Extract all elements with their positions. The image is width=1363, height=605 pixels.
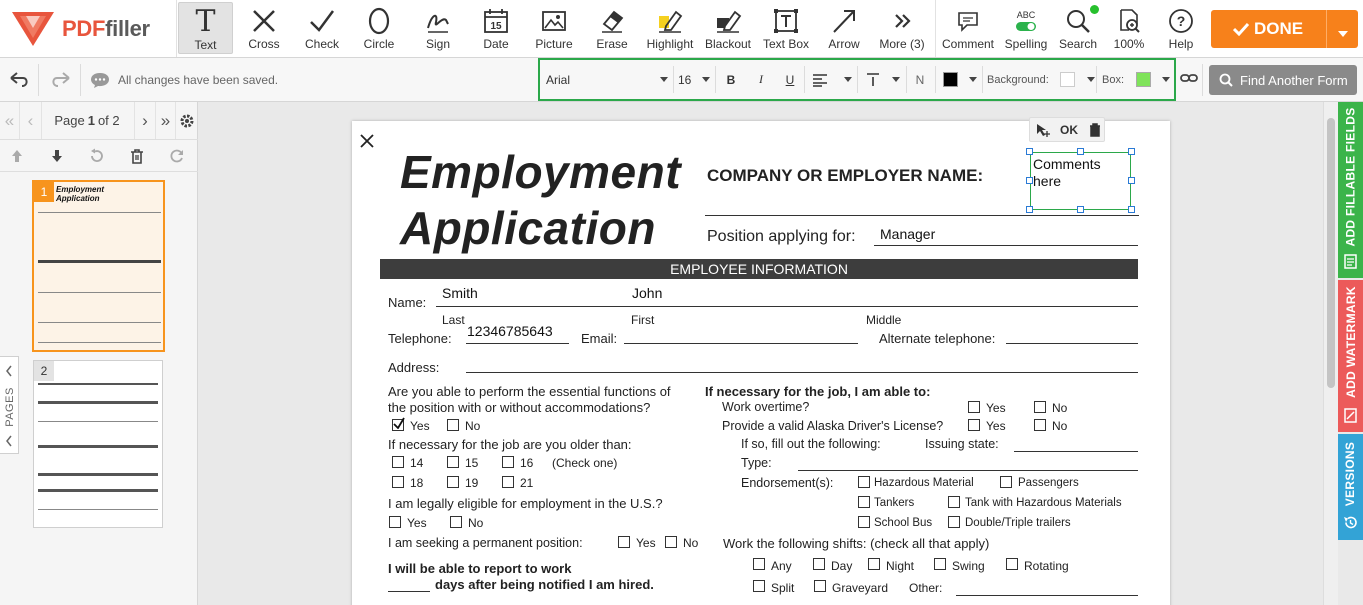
format-divider xyxy=(935,66,936,93)
background-color-swatch xyxy=(1060,72,1075,87)
help-tool-button[interactable]: ? Help xyxy=(1158,2,1204,54)
watermark-icon xyxy=(1343,408,1358,423)
page-thumbnail-1[interactable] xyxy=(32,180,165,352)
highlight-icon xyxy=(643,6,697,36)
sign-tool-button[interactable]: Sign xyxy=(412,2,464,54)
shifts-question: Work the following shifts: (check all that apply) xyxy=(723,536,990,551)
sign-icon xyxy=(412,6,464,36)
save-status xyxy=(90,70,278,90)
thumb-line xyxy=(38,260,161,263)
endorsements-label: Endorsement(s): xyxy=(741,476,834,490)
text-format-bar xyxy=(538,58,1176,101)
chat-bubble-icon xyxy=(90,72,110,89)
yes-label: Yes xyxy=(986,401,1006,415)
text-tool-button[interactable]: T Text xyxy=(178,2,233,54)
address-label: Address: xyxy=(388,360,440,375)
endorsement-label: Hazardous Material xyxy=(874,477,974,489)
zoom-icon xyxy=(1106,6,1152,36)
cross-tool-button[interactable]: Cross xyxy=(238,2,290,54)
move-page-up-icon[interactable] xyxy=(8,147,26,165)
age-19-checkbox[interactable] xyxy=(447,476,459,488)
thumb-line xyxy=(38,342,161,343)
alt-telephone-label: Alternate telephone: xyxy=(879,331,996,346)
thumb-line xyxy=(38,421,158,422)
comment-box-toolbar xyxy=(1029,117,1105,142)
picture-tool-button[interactable]: Picture xyxy=(527,2,581,54)
report-line-2: days after being notified I am hired. xyxy=(435,577,654,592)
shift-label: Graveyard xyxy=(832,581,889,595)
company-label: COMPANY OR EMPLOYER NAME: xyxy=(707,166,984,185)
yes-label: Yes xyxy=(986,419,1006,433)
overtime-yes-checkbox[interactable] xyxy=(968,401,980,413)
erase-icon xyxy=(586,6,638,36)
age-14-checkbox[interactable] xyxy=(392,456,404,468)
permanent-question: I am seeking a permanent position: xyxy=(388,536,583,550)
type-line[interactable] xyxy=(798,470,1138,471)
date-tool-button[interactable]: 15 Date xyxy=(470,2,522,54)
name-label: Name: xyxy=(388,295,427,310)
more-tools-button[interactable]: More (3) xyxy=(876,2,928,54)
next-page-button[interactable]: › xyxy=(134,102,156,139)
move-page-down-icon[interactable] xyxy=(48,147,66,165)
no-label: No xyxy=(465,419,481,433)
other-line[interactable] xyxy=(956,595,1138,596)
delete-trash-icon[interactable] xyxy=(1089,123,1101,137)
address-line xyxy=(466,372,1138,373)
find-another-form-button[interactable]: Find Another Form xyxy=(1209,65,1357,95)
top-toolbar xyxy=(0,0,1363,58)
license-no-checkbox[interactable] xyxy=(1034,419,1046,431)
first-page-button[interactable]: « xyxy=(0,102,20,139)
redo-icon[interactable] xyxy=(50,70,72,90)
thumb-line xyxy=(38,509,158,510)
bold-button[interactable]: B xyxy=(726,72,736,87)
text-color-swatch xyxy=(943,72,958,87)
svg-text:15: 15 xyxy=(490,21,502,32)
shift-graveyard-checkbox[interactable] xyxy=(814,580,826,592)
chevron-down-icon xyxy=(660,77,668,82)
permanent-no-checkbox[interactable] xyxy=(665,536,677,548)
link-icon[interactable] xyxy=(1180,71,1198,90)
document-page xyxy=(352,121,1170,605)
italic-button[interactable]: I xyxy=(759,72,763,86)
versions-tab[interactable] xyxy=(1338,434,1363,540)
comment-text[interactable]: Comments here xyxy=(1033,156,1101,189)
shift-label: Split xyxy=(771,581,795,595)
svg-text:?: ? xyxy=(1176,13,1186,29)
format-toolbar xyxy=(0,58,1363,102)
age-15-label: 15 xyxy=(465,456,479,470)
shift-rotating-checkbox[interactable] xyxy=(1006,558,1018,570)
endorsement-label: Double/Triple trailers xyxy=(965,517,1071,529)
format-divider xyxy=(804,66,805,93)
erase-tool-button[interactable]: Erase xyxy=(586,2,638,54)
tab-label-wrap xyxy=(1338,280,1363,404)
help-icon xyxy=(1158,6,1204,36)
line-spacing-button[interactable]: N xyxy=(915,72,925,87)
first-name-field[interactable]: John xyxy=(632,285,663,301)
shift-night-checkbox[interactable] xyxy=(868,558,880,570)
format-divider xyxy=(906,66,907,93)
save-status-text: All changes have been saved. xyxy=(118,73,279,87)
other-label: Other: xyxy=(909,581,943,595)
undo-icon[interactable] xyxy=(8,70,30,90)
page-indicator: Page 1 of 2 xyxy=(54,113,120,128)
tank-hazardous-checkbox[interactable] xyxy=(948,496,960,508)
cross-icon xyxy=(238,6,290,36)
comment-ok-button[interactable]: OK xyxy=(1060,123,1078,137)
delete-page-icon[interactable] xyxy=(128,147,146,165)
document-scrollbar[interactable] xyxy=(1323,102,1338,605)
toolbar-divider xyxy=(1202,64,1203,96)
no-label: No xyxy=(1052,401,1068,415)
if-so-label: If so, fill out the following: xyxy=(741,437,881,451)
format-divider xyxy=(982,66,983,93)
thumb-line xyxy=(38,322,161,323)
shift-day-checkbox[interactable] xyxy=(813,558,825,570)
thumbnail-number: 2 xyxy=(34,361,54,381)
shift-label: Day xyxy=(831,559,853,573)
position-line xyxy=(874,245,1138,246)
circle-icon xyxy=(352,6,406,36)
pages-panel xyxy=(0,102,198,605)
age-18-checkbox[interactable] xyxy=(392,476,404,488)
page-thumbnail-2[interactable] xyxy=(33,360,163,528)
text-icon: T xyxy=(195,4,216,39)
no-label: No xyxy=(1052,419,1068,433)
endorsement-label: Passengers xyxy=(1018,477,1079,489)
shift-label: Any xyxy=(771,559,792,573)
zoom-tool-button[interactable]: 100% xyxy=(1106,2,1152,54)
thumb-line xyxy=(38,383,158,385)
box-color-swatch xyxy=(1136,72,1151,87)
done-button[interactable] xyxy=(1211,10,1358,48)
shift-label: Swing xyxy=(952,559,985,573)
thumb-line xyxy=(38,489,158,492)
pdffiller-logo[interactable] xyxy=(12,10,172,48)
yes-label: Yes xyxy=(636,536,656,550)
format-divider xyxy=(673,66,674,93)
tab-label-wrap xyxy=(1338,434,1363,514)
pages-tab[interactable] xyxy=(0,356,19,454)
position-label: Position applying for: xyxy=(707,228,856,245)
spelling-tool-button[interactable]: ABC Spelling xyxy=(999,2,1053,54)
format-divider xyxy=(857,66,858,93)
age-18-label: 18 xyxy=(410,476,424,490)
double-triple-checkbox[interactable] xyxy=(948,516,960,528)
thumb-line xyxy=(38,212,161,213)
done-divider xyxy=(1326,10,1327,48)
pages-tab-label: PAGES xyxy=(3,387,16,427)
eligible-no-checkbox[interactable] xyxy=(450,516,462,528)
arrow-tool-button[interactable]: Arrow xyxy=(818,2,870,54)
telephone-label: Telephone: xyxy=(388,331,452,346)
selection-handles xyxy=(1026,148,1136,214)
arrow-icon xyxy=(818,6,870,36)
able-header: If necessary for the job, I am able to: xyxy=(705,384,931,399)
last-label: Last xyxy=(442,313,465,327)
endorsement-label: Tank with Hazardous Materials xyxy=(965,497,1122,509)
permanent-yes-checkbox[interactable] xyxy=(618,536,630,548)
format-divider xyxy=(1096,66,1097,93)
overtime-question: Work overtime? xyxy=(722,400,810,414)
telephone-line xyxy=(466,343,569,344)
done-dropdown-icon[interactable] xyxy=(1337,25,1349,43)
tab-label-wrap xyxy=(1338,102,1363,252)
format-divider xyxy=(715,66,716,93)
thumb-line xyxy=(38,401,158,404)
shift-label: Rotating xyxy=(1024,559,1069,573)
chevron-down-icon xyxy=(844,77,852,82)
passengers-checkbox[interactable] xyxy=(1000,476,1012,488)
chevron-down-icon xyxy=(892,77,900,82)
chevron-down-icon xyxy=(1087,77,1095,82)
logo-text: PDFfiller xyxy=(62,16,150,41)
chevron-down-icon xyxy=(969,77,977,82)
thumbnail-title: Employment Application xyxy=(56,185,105,203)
yes-label: Yes xyxy=(407,516,427,530)
background-color-select[interactable]: Background: xyxy=(987,65,1095,94)
school-bus-checkbox[interactable] xyxy=(858,516,870,528)
comment-tool-button[interactable]: Comment xyxy=(940,2,996,54)
picture-icon xyxy=(527,6,581,36)
issuing-state-line[interactable] xyxy=(1014,451,1138,452)
svg-text:ABC: ABC xyxy=(1016,10,1036,20)
chevron-down-icon xyxy=(1162,77,1170,82)
chevron-down-icon xyxy=(702,77,710,82)
shift-split-checkbox[interactable] xyxy=(753,580,765,592)
chevron-left-icon xyxy=(5,365,13,377)
rotate-page-icon[interactable] xyxy=(88,147,106,165)
scrollbar-thumb[interactable] xyxy=(1327,118,1335,388)
endorsement-label: School Bus xyxy=(874,517,933,529)
endorsement-label: Tankers xyxy=(874,497,915,509)
refresh-page-icon[interactable] xyxy=(168,147,186,165)
shift-any-checkbox[interactable] xyxy=(753,558,765,570)
name-line xyxy=(436,306,1138,307)
check-tool-button[interactable]: Check xyxy=(296,2,348,54)
textbox-icon xyxy=(760,6,812,36)
age-21-label: 21 xyxy=(520,476,534,490)
more-icon xyxy=(876,6,928,36)
license-question: Provide a valid Alaska Driver's License? xyxy=(722,419,944,433)
essential-question-1: Are you able to perform the essential functions of xyxy=(388,384,671,399)
telephone-field[interactable]: 12346785643 xyxy=(467,323,553,339)
toolbar-divider xyxy=(38,64,39,96)
shift-swing-checkbox[interactable] xyxy=(934,558,946,570)
toolbar-divider xyxy=(935,0,936,57)
issuing-state-label: Issuing state: xyxy=(925,437,999,451)
eligible-yes-checkbox[interactable] xyxy=(389,516,401,528)
tab-label: ADD FILLABLE FIELDS xyxy=(1343,107,1358,247)
thumb-line xyxy=(38,473,158,476)
check-one-label: (Check one) xyxy=(552,456,618,470)
alt-telephone-line xyxy=(1006,343,1138,344)
add-watermark-tab[interactable] xyxy=(1338,280,1363,432)
font-size-select[interactable]: 16 xyxy=(678,65,710,94)
checkmark-icon xyxy=(1233,22,1249,36)
overtime-no-checkbox[interactable] xyxy=(1034,401,1046,413)
age-19-label: 19 xyxy=(465,476,479,490)
search-tool-button[interactable]: Search xyxy=(1056,2,1100,54)
text-align-select[interactable] xyxy=(812,65,852,94)
check-icon xyxy=(393,417,405,429)
tankers-checkbox[interactable] xyxy=(858,496,870,508)
close-icon[interactable] xyxy=(360,134,374,148)
email-line xyxy=(624,343,858,344)
form-title-line1: Employment xyxy=(400,146,682,198)
search-status-dot xyxy=(1090,5,1099,14)
position-field[interactable]: Manager xyxy=(880,226,936,242)
toolbar-divider xyxy=(176,0,177,57)
vertical-align-select[interactable] xyxy=(866,65,900,94)
company-line xyxy=(705,215,1139,216)
check-icon xyxy=(296,6,348,36)
history-icon xyxy=(1343,515,1358,530)
chevron-left-icon xyxy=(5,435,13,447)
page-navigator xyxy=(0,102,198,140)
middle-label: Middle xyxy=(866,313,902,327)
underline-button[interactable]: U xyxy=(785,72,795,87)
report-line-1: I will be able to report to work xyxy=(388,561,572,576)
age-14-label: 14 xyxy=(410,456,424,470)
essential-no-checkbox[interactable] xyxy=(447,419,459,431)
type-label: Type: xyxy=(741,456,772,470)
age-16-label: 16 xyxy=(520,456,534,470)
hazardous-material-checkbox[interactable] xyxy=(858,476,870,488)
highlight-tool-button[interactable]: Highlight xyxy=(643,2,697,54)
settings-gear-icon[interactable] xyxy=(176,102,198,139)
no-label: No xyxy=(683,536,699,550)
textbox-tool-button[interactable]: Text Box xyxy=(760,2,812,54)
previous-page-button[interactable]: ‹ xyxy=(20,102,42,139)
license-yes-checkbox[interactable] xyxy=(968,419,980,431)
add-fillable-fields-tab[interactable] xyxy=(1338,102,1363,278)
form-title-line2: Application xyxy=(400,202,656,254)
done-label: DONE xyxy=(1254,19,1304,38)
eligible-question: I am legally eligible for employment in the U.S.? xyxy=(388,496,663,511)
shift-label: Night xyxy=(886,559,915,573)
report-days-line[interactable] xyxy=(388,591,430,592)
thumbnail-number: 1 xyxy=(34,182,54,202)
comment-icon xyxy=(940,6,996,36)
thumb-line xyxy=(38,292,161,293)
age-15-checkbox[interactable] xyxy=(447,456,459,468)
older-question: If necessary for the job are you older than: xyxy=(388,437,632,452)
circle-tool-button[interactable]: Circle xyxy=(352,2,406,54)
last-name-field[interactable]: Smith xyxy=(442,285,478,301)
first-label: First xyxy=(631,313,655,327)
section-header: EMPLOYEE INFORMATION xyxy=(380,259,1138,279)
blackout-icon xyxy=(701,6,755,36)
box-color-select[interactable]: Box: xyxy=(1102,65,1170,94)
toolbar-divider xyxy=(80,64,81,96)
last-page-button[interactable]: » xyxy=(156,102,176,139)
align-top-icon xyxy=(866,73,880,87)
date-icon xyxy=(470,6,522,36)
document-fields-icon xyxy=(1343,254,1358,269)
font-family-select[interactable]: Arial xyxy=(546,65,668,94)
essential-yes-checkbox[interactable] xyxy=(392,419,404,431)
age-16-checkbox[interactable] xyxy=(502,456,514,468)
no-label: No xyxy=(468,516,484,530)
blackout-tool-button[interactable]: Blackout xyxy=(701,2,755,54)
page-tools xyxy=(0,140,198,172)
tab-label: VERSIONS xyxy=(1343,441,1358,507)
align-left-icon xyxy=(812,73,828,87)
search-icon xyxy=(1219,73,1233,87)
tab-label: ADD WATERMARK xyxy=(1343,286,1358,398)
essential-question-2: the position with or without accommodations? xyxy=(388,400,651,415)
text-color-select[interactable] xyxy=(943,65,977,94)
logo-mark-icon xyxy=(12,12,54,46)
yes-label: Yes xyxy=(410,419,430,433)
spelling-icon xyxy=(999,6,1053,36)
move-cursor-icon[interactable] xyxy=(1035,123,1051,138)
thumb-line xyxy=(38,445,158,448)
age-21-checkbox[interactable] xyxy=(502,476,514,488)
email-label: Email: xyxy=(581,331,618,346)
